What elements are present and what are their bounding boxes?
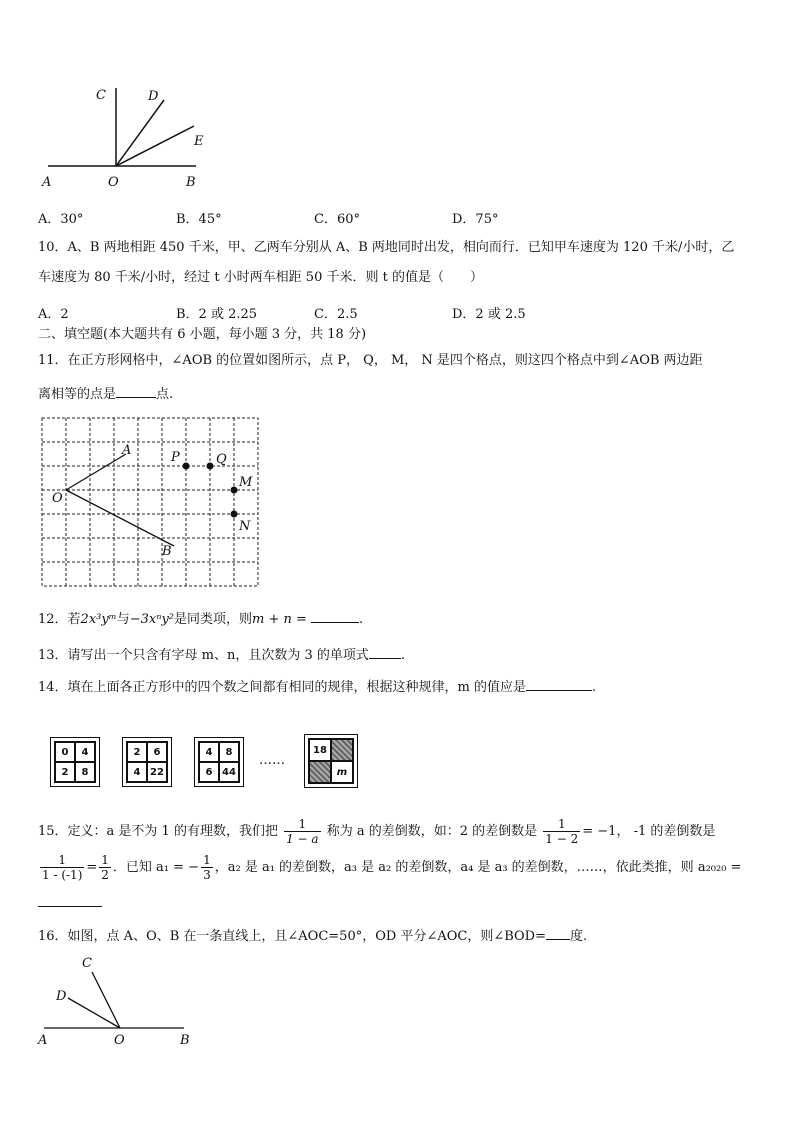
label-b: B [180, 1033, 190, 1048]
fraction: $\frac{1}{3}$ [203, 853, 211, 882]
q14-ellipsis: …… [259, 753, 285, 768]
q14-text: 14．填在上面各正方形中的四个数之间都有相同的规律，根据这种规律，m 的值应是 [38, 680, 527, 695]
q14-square-last [304, 734, 358, 788]
label-b: B [186, 175, 196, 190]
square-cell: 44 [219, 762, 239, 782]
q15-text-d: ．已知 a₁ = − [112, 860, 200, 875]
label-a: A [38, 1033, 48, 1048]
q9-option-a: A．30° [38, 212, 84, 227]
q12-expr1: 2x³yᵐ [80, 612, 117, 627]
q14-square-1 [50, 737, 100, 787]
q9-angle-figure [36, 82, 216, 194]
square-cell: 4 [199, 742, 219, 762]
fraction: $\frac{1}{1 - (-1)}$ [42, 853, 83, 882]
q11-answer-blank [116, 384, 156, 398]
label-o: O [114, 1033, 125, 1048]
q10-option-c: C．2.5 [314, 307, 358, 322]
q13-line [38, 645, 405, 665]
hatched-cell [309, 761, 331, 783]
fraction: $\frac{1}{1 - a}$ [286, 817, 319, 846]
label-q: Q [216, 452, 227, 467]
label-d: D [56, 989, 67, 1004]
point-p [183, 463, 190, 470]
square-cell: 0 [55, 742, 75, 762]
q14-answer-blank [526, 677, 592, 691]
q16-text-b: 度. [569, 929, 588, 944]
q15-text-e: ，a₂ 是 a₁ 的差倒数，a₃ 是 a₂ 的差倒数，a₄ 是 a₃ 的差倒数，……，依此类推，则 a₂₀₂₀ = [214, 860, 742, 875]
fraction: $\frac{1}{2}$ [101, 853, 109, 882]
q14-end: . [592, 680, 597, 695]
square-cell-m: m [331, 761, 353, 783]
label-c: C [82, 956, 92, 971]
q12-mid: 与 [116, 612, 130, 627]
square-cell: 6 [199, 762, 219, 782]
q15-line1 [38, 816, 715, 848]
label-a: A [122, 443, 132, 458]
q9-option-c: C．60° [314, 212, 360, 227]
q12-line [38, 609, 363, 629]
section-heading: 二、填空题(本大题共有 6 小题，每小题 3 分，共 18 分) [38, 327, 367, 342]
square-cell: 6 [147, 742, 167, 762]
point-m [231, 487, 238, 494]
q11-line1: 11．在正方形网格中，∠AOB 的位置如图所示，点 P， Q， M， N 是四个格点，则这四个格点中到∠AOB 两边距 [38, 353, 703, 368]
label-m: M [239, 475, 253, 490]
label-b: B [162, 544, 172, 559]
hatched-cell [331, 739, 353, 761]
fraction: $\frac{1}{1 - 2}$ [545, 817, 579, 846]
q11-line2 [38, 384, 173, 404]
q11-text-b: 点. [156, 387, 174, 402]
q13-text: 13．请写出一个只含有字母 m、n，且次数为 3 的单项式 [38, 648, 369, 663]
dashed-grid [42, 418, 258, 586]
label-a: A [42, 175, 52, 190]
q10-option-b: B．2 或 2.25 [176, 307, 258, 322]
q11-text-a: 离相等的点是 [38, 387, 117, 402]
q12-expr2: −3xⁿy² [129, 612, 175, 627]
label-e: E [194, 134, 204, 149]
q12-ask: m + n = [252, 612, 307, 627]
square-cell: 2 [55, 762, 75, 782]
label-o: O [52, 491, 63, 506]
q16-line [38, 926, 587, 946]
label-o: O [108, 175, 119, 190]
label-c: C [96, 88, 106, 103]
equals-sign: = [86, 860, 98, 875]
point-q [207, 463, 214, 470]
square-cell: 22 [147, 762, 167, 782]
label-n: N [239, 519, 251, 534]
q14-square-2 [122, 737, 172, 787]
ray-oa [66, 454, 126, 490]
q13-end: . [400, 648, 406, 663]
q10-option-a: A．2 [38, 307, 69, 322]
q15-text-c: = −1， -1 的差倒数是 [582, 824, 716, 839]
square-cell: 18 [309, 739, 331, 761]
square-cell: 2 [127, 742, 147, 762]
q13-answer-blank [369, 645, 401, 659]
ray-oe [116, 126, 194, 166]
q11-grid-figure [38, 414, 262, 590]
q15-line2 [38, 852, 741, 884]
square-cell: 4 [127, 762, 147, 782]
q15-text-a: 15．定义：a 是不为 1 的有理数，我们把 [38, 824, 278, 839]
q9-option-b: B．45° [176, 212, 222, 227]
q14-square-3 [194, 737, 244, 787]
q10-option-d: D．2 或 2.5 [452, 307, 526, 322]
q15-text-b: 称为 a 的差倒数，如：2 的差倒数是 [326, 824, 538, 839]
square-cell: 8 [219, 742, 239, 762]
q10-line1: 10．A、B 两地相距 450 千米，甲、乙两车分别从 A、B 两地同时出发，相向而行．已知甲车速度为 120 千米/小时，乙 [38, 240, 735, 255]
q9-option-d: D．75° [452, 212, 499, 227]
q10-line2: 车速度为 80 千米/小时，经过 t 小时两车相距 50 千米．则 t 的值是（ ） [38, 270, 483, 285]
square-cell: 4 [75, 742, 95, 762]
ray-od [116, 100, 164, 166]
label-d: D [148, 89, 159, 104]
label-p: P [171, 450, 180, 465]
q16-angle-figure [34, 950, 194, 1050]
q15-answer-blank [38, 906, 102, 907]
q12-end: . [358, 612, 364, 627]
q12-answer-blank [311, 609, 359, 623]
q12-suffix: 是同类项，则 [174, 612, 253, 627]
square-cell: 8 [75, 762, 95, 782]
q16-answer-blank [546, 926, 570, 940]
q14-line [38, 677, 596, 697]
point-n [231, 511, 238, 518]
q12-prefix: 12．若 [38, 612, 81, 627]
q16-text-a: 16．如图，点 A、O、B 在一条直线上，且∠AOC=50°，OD 平分∠AOC，则∠BOD= [38, 929, 546, 944]
